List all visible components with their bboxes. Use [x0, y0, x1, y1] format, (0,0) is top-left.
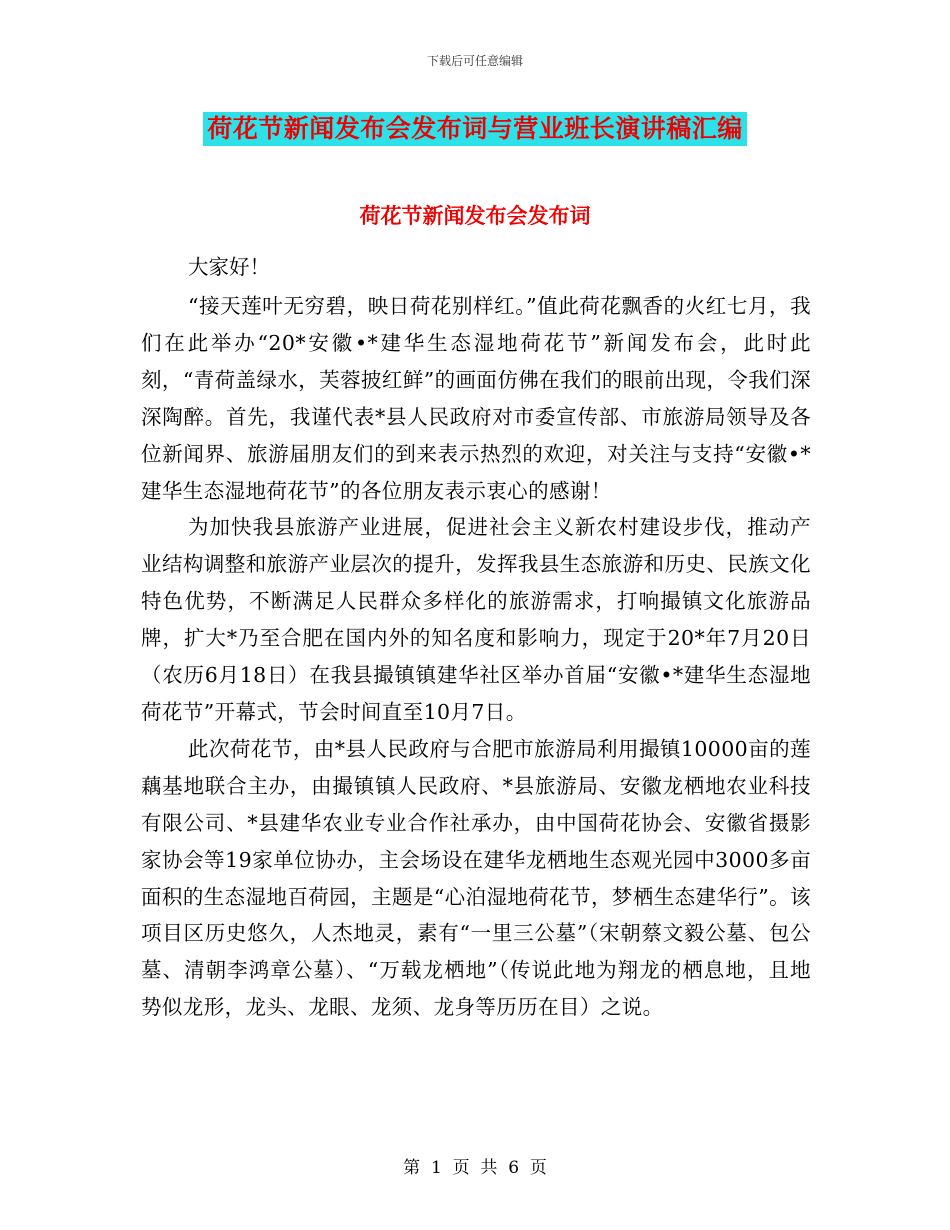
- main-title: 荷花节新闻发布会发布词与营业班长演讲稿汇编: [203, 112, 747, 146]
- main-title-container: [0, 112, 950, 146]
- paragraph-3: 此次荷花节，由*县人民政府与合肥市旅游局利用撮镇10000亩的莲藕基地联合主办，由撮镇镇人民政府、*县旅游局、安徽龙栖地农业科技有限公司、*县建华农业专业合作社承办，由中国荷花协会、安徽省摄影家协会等19家单位协办，主会场设在建华龙栖地生态观光园中3000多亩面积的生态湿地百荷园，主题是“心泊湿地荷花节，梦栖生态建华行”。该项目区历史悠久，人杰地灵，素有“一里三公墓”（宋朝蔡文毅公墓、包公墓、清朝李鸿章公墓）、“万载龙栖地”（传说此地为翔龙的栖息地，且地势似龙形，龙头、龙眼、龙须、龙身等历历在目）之说。: [141, 736, 811, 1020]
- paragraph-1: “接天莲叶无穷碧，映日荷花别样红。”值此荷花飘香的火红七月，我们在此举办“20*安徽•*建华生态湿地荷花节”新闻发布会，此时此刻，“青荷盖绿水，芙蓉披红鲜”的画面仿佛在我们的眼前出现，令我们深深陶醉。首先，我谨代表*县人民政府对市委宣传部、市旅游局领导及各位新闻界、旅游届朋友们的到来表示热烈的欢迎，对关注与支持“安徽•*建华生态湿地荷花节”的各位朋友表示衷心的感谢！: [141, 294, 811, 503]
- header-note: 下载后可任意编辑: [426, 54, 523, 68]
- section-title: 荷花节新闻发布会发布词: [359, 203, 591, 228]
- greeting: 大家好！: [188, 255, 270, 279]
- page-indicator: 第 1 页 共 6 页: [403, 1158, 547, 1178]
- document-body: [141, 248, 811, 1026]
- paragraph-2: 为加快我县旅游产业进展，促进社会主义新农村建设步伐，推动产业结构调整和旅游产业层次的提升，发挥我县生态旅游和历史、民族文化特色优势，不断满足人民群众多样化的旅游需求，打响撮镇文化旅游品牌，扩大*乃至合肥在国内外的知名度和影响力，现定于20*年7月20日（农历6月18日）在我县撮镇镇建华社区举办首届“安徽•*建华生态湿地荷花节”开幕式，节会时间直至10月7日。: [141, 515, 811, 724]
